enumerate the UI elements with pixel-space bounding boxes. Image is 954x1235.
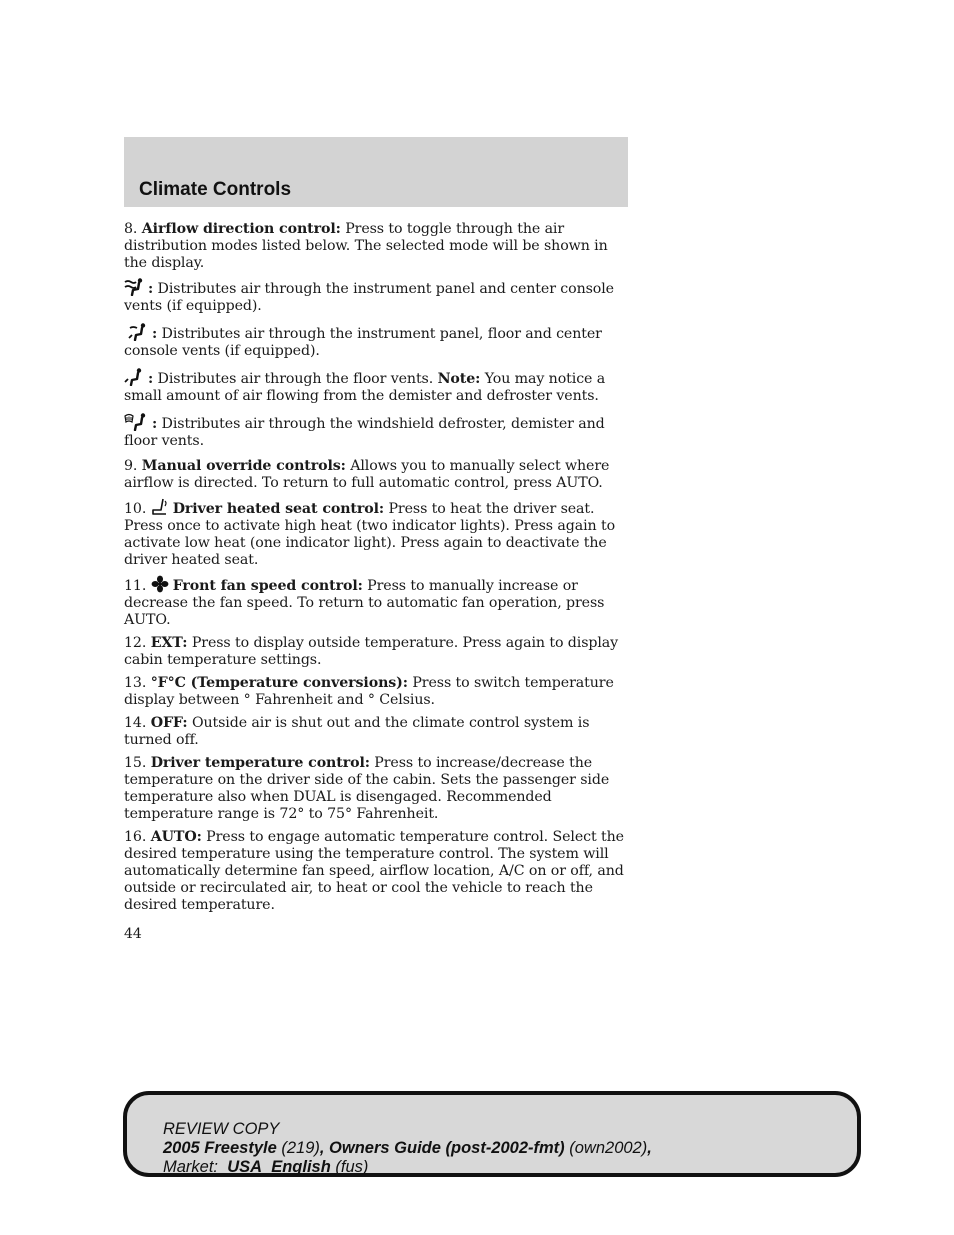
panel-console-floor-vent-icon [128,323,148,341]
mode-panel-console: : Distributes air through the instrument panel and center console vents (if equipped). [124,278,630,315]
heated-seat-icon [151,498,169,516]
page-content [124,221,630,920]
section-title: Climate Controls [139,179,292,200]
review-copy-footer [123,1091,861,1177]
item-auto: 16. AUTO: Press to engage automatic temperature control. Select the desired temperature using the temperature control. The system will automatically determine fan speed, airflow location, A/C on or off, and outside or recirculated air, to heat or cool the vehicle to reach the desired temperature. [124,829,624,913]
panel-floor-vent-icon [124,278,144,296]
footer-review-copy: REVIEW COPY [163,1120,280,1138]
item-temperature-conversions: 13. °F°C (Temperature conversions): Press to switch temperature display between ° Fahrenheit and ° Celsius. [124,675,614,708]
item-label: Airflow direction control: [141,221,341,237]
item-label: Driver temperature control: [150,755,370,771]
item-label: Manual override controls: [141,458,346,474]
mode-defrost-floor: : Distributes air through the windshield defroster, demister and floor vents. [124,413,630,450]
item-driver-heated-seat: 10. Driver heated seat control: Press to heat the driver seat. Press once to activate high heat (two indicator lights). Press again to activate low heat (one indicator light). Press again to deactivate the driver heated seat. [124,498,630,569]
mode-floor: : Distributes air through the floor vents. Note: You may notice a small amount of air flowing from the demister and defroster vents. [124,368,630,405]
footer-market-line: Market: USA_English (fus) [163,1158,369,1176]
item-label: AUTO: [150,829,202,845]
item-label: Driver heated seat control: [172,501,385,517]
item-label: EXT: [150,635,188,651]
floor-vent-icon [124,368,144,386]
item-front-fan-speed: 11. Front fan speed control: Press to manually increase or decrease the fan speed. To return to automatic fan operation, press AUTO. [124,575,630,629]
item-label: °F°C (Temperature conversions): [150,675,408,691]
item-label: OFF: [150,715,188,731]
page-number: 44 [124,926,142,942]
mode-panel-floor-console: : Distributes air through the instrument panel, floor and center console vents (if equipped). [124,323,630,360]
footer-text [163,1120,652,1177]
item-label: Front fan speed control: [172,578,363,594]
item-off: 14. OFF: Outside air is shut out and the climate control system is turned off. [124,715,590,748]
section-header-band [124,137,628,207]
item-manual-override: 9. Manual override controls: Allows you to manually select where airflow is directed. To return to full automatic control, press AUTO. [124,458,610,491]
defrost-floor-vent-icon [124,413,148,431]
fan-icon [151,575,169,593]
item-airflow-direction: 8. Airflow direction control: Press to toggle through the air distribution modes listed below. The selected mode will be shown in the display. [124,221,608,271]
item-ext: 12. EXT: Press to display outside temperature. Press again to display cabin temperature settings. [124,635,619,668]
item-driver-temperature: 15. Driver temperature control: Press to increase/decrease the temperature on the driver side of the cabin. Sets the passenger side temperature also when DUAL is disengaged. Recommended temperature range is 72° to 75° Fahrenheit. [124,755,610,822]
footer-guide-line: 2005 Freestyle (219), Owners Guide (post-2002-fmt) (own2002), [163,1139,652,1157]
note-label: Note: [437,371,481,387]
